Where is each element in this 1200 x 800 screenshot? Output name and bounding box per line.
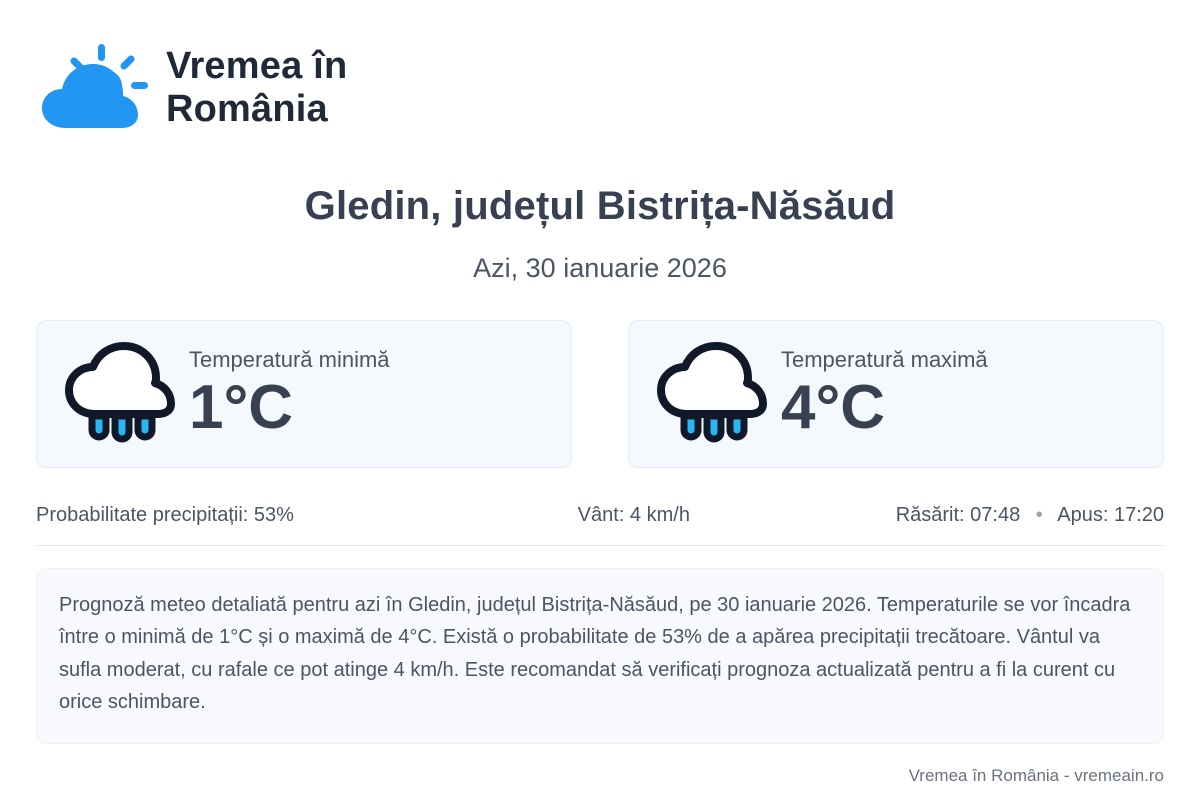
brand-title-line1: Vremea în — [166, 45, 348, 88]
card-min-value: 1°C — [189, 373, 294, 443]
stat-separator: • — [1035, 504, 1043, 526]
card-min-temperature — [36, 320, 572, 468]
brand-title-line2: România — [166, 88, 328, 130]
stat-wind: Vânt: 4 km/h — [577, 504, 690, 526]
brand-title — [166, 45, 347, 130]
stat-sunrise: Răsărit: 07:48 — [895, 504, 1021, 526]
forecast-description: Prognoză meteo detaliată pentru azi în Gledin, județul Bistrița-Năsăud, pe 30 ianuarie 2026. Temperaturile se vor încadra între o minimă de 1°C și o maximă de 4°C. Există o probabilitate de 53% de a apărea precipitații trecătoare. Vântul va sufla moderat, cu rafale ce pot atinge 4 km/h. Este recomandat să verificați prognoza actualizată pentru a fi la curent cu orice schimbare. — [36, 568, 1164, 744]
card-max-value: 4°C — [781, 373, 886, 443]
card-max-temperature — [628, 320, 1164, 468]
sun-cloud-icon — [36, 40, 148, 136]
page-date: Azi, 30 ianuarie 2026 — [473, 253, 727, 283]
stat-precipitation: Probabilitate precipitații: 53% — [36, 504, 294, 526]
stat-sun — [780, 504, 1164, 527]
brand-header — [36, 36, 1164, 140]
card-min-text — [189, 347, 390, 443]
card-max-label: Temperatură maximă — [781, 347, 988, 373]
weather-stats — [36, 504, 1164, 546]
card-min-label: Temperatură minimă — [189, 347, 390, 373]
temperature-cards — [36, 320, 1164, 468]
footer-credit: Vremea în România - vremeain.ro — [908, 766, 1164, 785]
stat-sunset: Apus: 17:20 — [1057, 504, 1164, 526]
rain-cloud-icon — [651, 342, 771, 446]
page-title: Gledin, județul Bistrița-Năsăud — [304, 184, 896, 228]
rain-cloud-icon — [59, 342, 179, 446]
card-max-text — [781, 347, 988, 443]
